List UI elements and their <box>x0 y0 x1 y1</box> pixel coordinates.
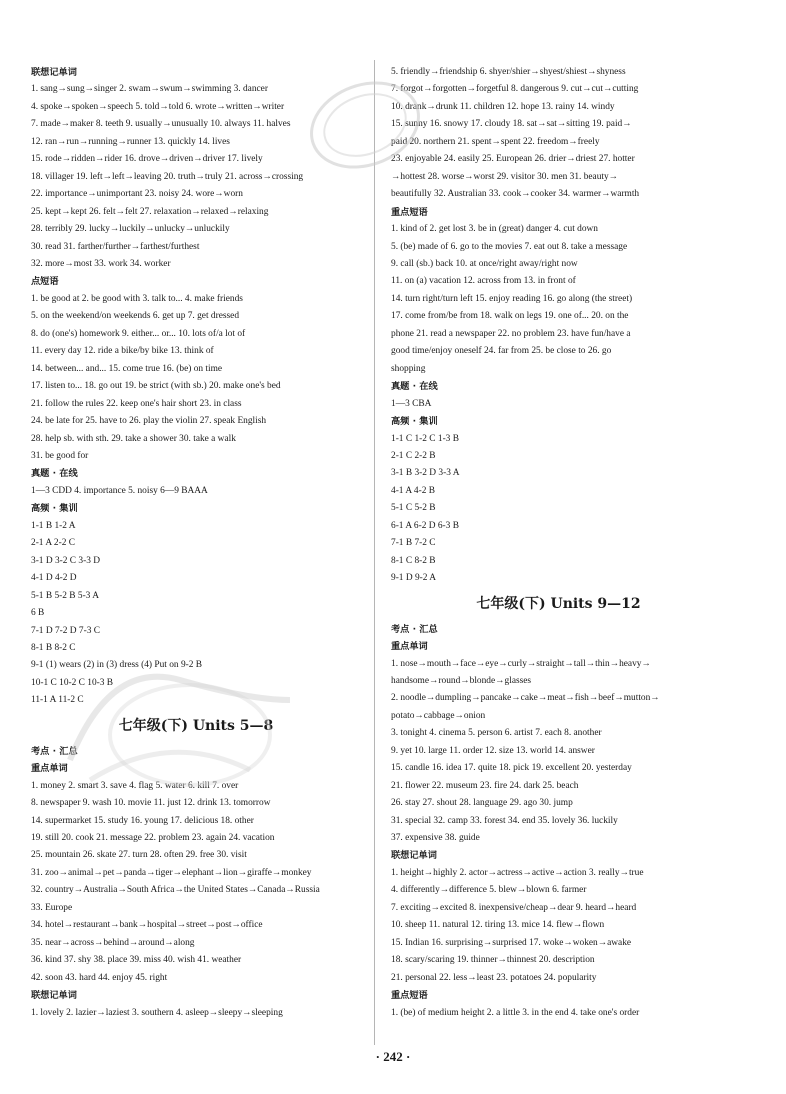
text-line: 18. scary/scaring 19. thinner→thinnest 20. description <box>391 955 595 966</box>
text-line: 9-1 D 9-2 A <box>391 573 437 584</box>
text-line: 2. noodle→dumpling→pancake→cake→meat→fish→beef→mutton→ <box>391 693 660 704</box>
text-line: 34. hotel→restaurant→bank→hospital→street→post→office <box>31 920 263 931</box>
section-heading: 联想记单词 <box>391 850 437 862</box>
text-line: 21. flower 22. museum 23. fire 24. dark 25. beach <box>391 780 579 791</box>
section-heading: 重点短语 <box>391 990 428 1002</box>
left-s1-lines <box>31 81 361 273</box>
text-line: 10. drank→drunk 11. children 12. hope 13. rainy 14. windy <box>391 101 615 112</box>
text-line: 4-1 A 4-2 B <box>391 485 436 496</box>
text-line: 7. exciting→excited 8. inexpensive/cheap→dear 9. heard→heard <box>391 902 637 913</box>
text-line: 9-1 (1) wears (2) in (3) dress (4) Put on 9-2 B <box>31 660 203 671</box>
text-line: paid 20. northern 21. spent→spent 22. freedom→freely <box>391 136 600 147</box>
text-line: 28. help sb. with sth. 29. take a shower 30. take a walk <box>31 433 236 444</box>
text-line: 14. supermarket 15. study 16. young 17. delicious 18. other <box>31 815 254 826</box>
text-line: good time/enjoy oneself 24. far from 25. be close to 26. go <box>391 346 612 357</box>
page-number: · 242 · <box>375 1049 411 1064</box>
text-line: 37. expensive 38. guide <box>391 833 480 844</box>
text-line: 21. follow the rules 22. keep one's hair short 23. in class <box>31 398 242 409</box>
column-divider <box>374 60 375 1045</box>
right-s1-lines <box>391 64 726 204</box>
section-heading: 点短语 <box>31 276 59 288</box>
right-s7-lines <box>391 865 726 987</box>
section-heading: 考点 · 汇总 <box>31 745 78 757</box>
section-heading: 考点 · 汇总 <box>391 623 438 635</box>
text-line: 1-1 C 1-2 C 1-3 B <box>391 433 459 444</box>
right-s4-lines <box>391 431 726 588</box>
text-line: 7. forgot→forgotten→forgetful 8. dangerous 9. cut→cut→cutting <box>391 84 639 95</box>
text-line: 32. more→most 33. work 34. worker <box>31 258 171 269</box>
text-line: 7-1 B 7-2 C <box>391 538 436 549</box>
text-line: 31. special 32. camp 33. forest 34. end 35. lovely 36. luckily <box>391 815 618 826</box>
section-heading: 高频 · 集训 <box>391 416 438 428</box>
text-line: 11. every day 12. ride a bike/by bike 13. think of <box>31 346 214 357</box>
text-line: 25. kept→kept 26. felt→felt 27. relaxation→relaxed→relaxing <box>31 206 269 217</box>
section-heading: 重点单词 <box>31 763 68 775</box>
unit-title: 七年级(下) Units 9—12 <box>476 595 641 612</box>
text-line: 8-1 C 8-2 B <box>391 555 436 566</box>
unit-title: 七年级(下) Units 5—8 <box>118 717 274 734</box>
text-line: 5-1 C 5-2 B <box>391 503 436 514</box>
text-line: 14. between... and... 15. come true 16. (be) on time <box>31 363 223 374</box>
text-line: 11-1 A 11-2 C <box>31 695 84 706</box>
text-line: 2-1 A 2-2 C <box>31 538 76 549</box>
section-heading: 真题 · 在线 <box>31 468 78 480</box>
text-line: →hottest 28. worse→worst 29. visitor 30. men 31. beauty→ <box>391 171 619 182</box>
text-line: 32. country→Australia→South Africa→the United States→Canada→Russia <box>31 885 320 896</box>
text-line: 2-1 C 2-2 B <box>391 450 436 461</box>
text-line: 1. lovely 2. lazier→laziest 3. southern 4. asleep→sleepy→sleeping <box>31 1007 283 1018</box>
text-line: 1. height→highly 2. actor→actress→active→action 3. really→true <box>391 867 644 878</box>
section-heading: 真题 · 在线 <box>391 381 438 393</box>
text-line: 23. enjoyable 24. easily 25. European 26. drier→driest 27. hotter <box>391 154 635 165</box>
text-line: 31. zoo→animal→pet→panda→tiger→elephant→lion→giraffe→monkey <box>31 867 312 878</box>
text-line: 6 B <box>31 608 45 619</box>
text-line: 8-1 B 8-2 C <box>31 642 76 653</box>
text-line: 17. come from/be from 18. walk on legs 19. one of... 20. on the <box>391 311 629 322</box>
text-line: handsome→round→blonde→glasses <box>391 675 532 686</box>
text-line: 1—3 CBA <box>391 398 432 409</box>
section-heading: 重点短语 <box>391 206 428 218</box>
text-line: 5. on the weekend/on weekends 6. get up 7. get dressed <box>31 311 240 322</box>
text-line: 21. personal 22. less→least 23. potatoes 24. popularity <box>391 972 597 983</box>
text-line: beautifully 32. Australian 33. cook→cooker 34. warmer→warmth <box>391 189 640 200</box>
text-line: 7-1 D 7-2 D 7-3 C <box>31 625 101 636</box>
text-line: 5-1 B 5-2 B 5-3 A <box>31 590 99 601</box>
text-line: 28. terribly 29. lucky→luckily→unlucky→unluckily <box>31 224 230 235</box>
text-line: 4. differently→difference 5. blew→blown 6. farmer <box>391 885 587 896</box>
text-line: 1. nose→mouth→face→eye→curly→straight→tall→thin→heavy→ <box>391 658 651 669</box>
text-line: 1—3 CDD 4. importance 5. noisy 6—9 BAAA <box>31 485 208 496</box>
left-s4-lines <box>31 518 361 710</box>
text-line: 1. sang→sung→singer 2. swam→swum→swimming 3. dancer <box>31 84 268 95</box>
right-s6-lines <box>391 656 726 848</box>
text-line: 19. still 20. cook 21. message 22. problem 23. again 24. vacation <box>31 833 275 844</box>
text-line: 9. call (sb.) back 10. at once/right away/right now <box>391 258 578 269</box>
text-line: 3-1 D 3-2 C 3-3 D <box>31 555 101 566</box>
text-line: 15. rode→ridden→rider 16. drove→driven→driver 17. lively <box>31 154 263 165</box>
text-line: 35. near→across→behind→around→along <box>31 937 195 948</box>
text-line: potato→cabbage→onion <box>391 710 486 721</box>
text-line: 6-1 A 6-2 D 6-3 B <box>391 520 459 531</box>
text-line: 8. do (one's) homework 9. either... or... 10. lots of/a lot of <box>31 328 246 339</box>
text-line: 36. kind 37. shy 38. place 39. miss 40. wish 41. weather <box>31 955 242 966</box>
left-s6-lines <box>31 778 361 987</box>
text-line: 1-1 B 1-2 A <box>31 520 76 531</box>
text-line: 17. listen to... 18. go out 19. be strict (with sb.) 20. make one's bed <box>31 381 281 392</box>
text-line: 14. turn right/turn left 15. enjoy reading 16. go along (the street) <box>391 293 633 304</box>
text-line: 25. mountain 26. skate 27. turn 28. often 29. free 30. visit <box>31 850 247 861</box>
text-line: 33. Europe <box>31 902 73 913</box>
text-line: phone 21. read a newspaper 22. no problem 23. have fun/have a <box>391 328 631 339</box>
text-line: 10-1 C 10-2 C 10-3 B <box>31 677 114 688</box>
text-line: 4. spoke→spoken→speech 5. told→told 6. wrote→written→writer <box>31 101 285 112</box>
section-heading: 高频 · 集训 <box>31 503 78 515</box>
text-line: 12. ran→run→running→runner 13. quickly 14. lives <box>31 136 230 147</box>
text-line: 15. candle 16. idea 17. quite 18. pick 19. excellent 20. yesterday <box>391 763 632 774</box>
right-s2-lines <box>391 221 726 378</box>
text-line: 4-1 D 4-2 D <box>31 573 77 584</box>
text-line: 10. sheep 11. natural 12. tiring 13. mice 14. flew→flown <box>391 920 605 931</box>
text-line: 11. on (a) vacation 12. across from 13. in front of <box>391 276 576 287</box>
text-line: 1. kind of 2. get lost 3. be in (great) danger 4. cut down <box>391 224 598 235</box>
text-line: 9. yet 10. large 11. order 12. size 13. world 14. answer <box>391 745 595 756</box>
text-line: 18. villager 19. left→left→leaving 20. truth→truly 21. across→crossing <box>31 171 304 182</box>
text-line: 31. be good for <box>31 450 89 461</box>
text-line: 8. newspaper 9. wash 10. movie 11. just 12. drink 13. tomorrow <box>31 798 271 809</box>
text-line: 5. friendly→friendship 6. shyer/shier→shyest/shiest→shyness <box>391 67 626 77</box>
text-line: 30. read 31. farther/further→farthest/furthest <box>31 241 200 252</box>
section-heading: 联想记单词 <box>31 990 77 1002</box>
text-line: 3-1 B 3-2 D 3-3 A <box>391 468 460 479</box>
text-line: 1. be good at 2. be good with 3. talk to... 4. make friends <box>31 293 243 304</box>
text-line: 22. importance→unimportant 23. noisy 24. wore→worn <box>31 189 243 200</box>
text-line: 24. be late for 25. have to 26. play the violin 27. speak English <box>31 416 267 427</box>
text-line: 3. tonight 4. cinema 5. person 6. artist 7. each 8. another <box>391 728 602 739</box>
section-heading: 联想记单词 <box>31 67 77 78</box>
text-line: 26. stay 27. shout 28. language 29. ago 30. jump <box>391 798 573 809</box>
text-line: 15. sunny 16. snowy 17. cloudy 18. sat→sat→sitting 19. paid→ <box>391 119 632 130</box>
text-line: 5. (be) made of 6. go to the movies 7. eat out 8. take a message <box>391 241 628 252</box>
text-line: 42. soon 43. hard 44. enjoy 45. right <box>31 972 168 983</box>
right-column <box>391 64 726 1022</box>
text-line: 1. money 2. smart 3. save 4. flag 5. water 6. kill 7. over <box>31 780 239 791</box>
text-line: 1. (be) of medium height 2. a little 3. in the end 4. take one's order <box>391 1007 640 1018</box>
text-line: 15. Indian 16. surprising→surprised 17. woke→woken→awake <box>391 937 632 948</box>
left-s2-lines <box>31 291 361 466</box>
text-line: shopping <box>391 363 426 374</box>
text-line: 7. made→maker 8. teeth 9. usually→unusually 10. always 11. halves <box>31 119 291 130</box>
left-column <box>31 64 361 1022</box>
section-heading: 重点单词 <box>391 641 428 653</box>
